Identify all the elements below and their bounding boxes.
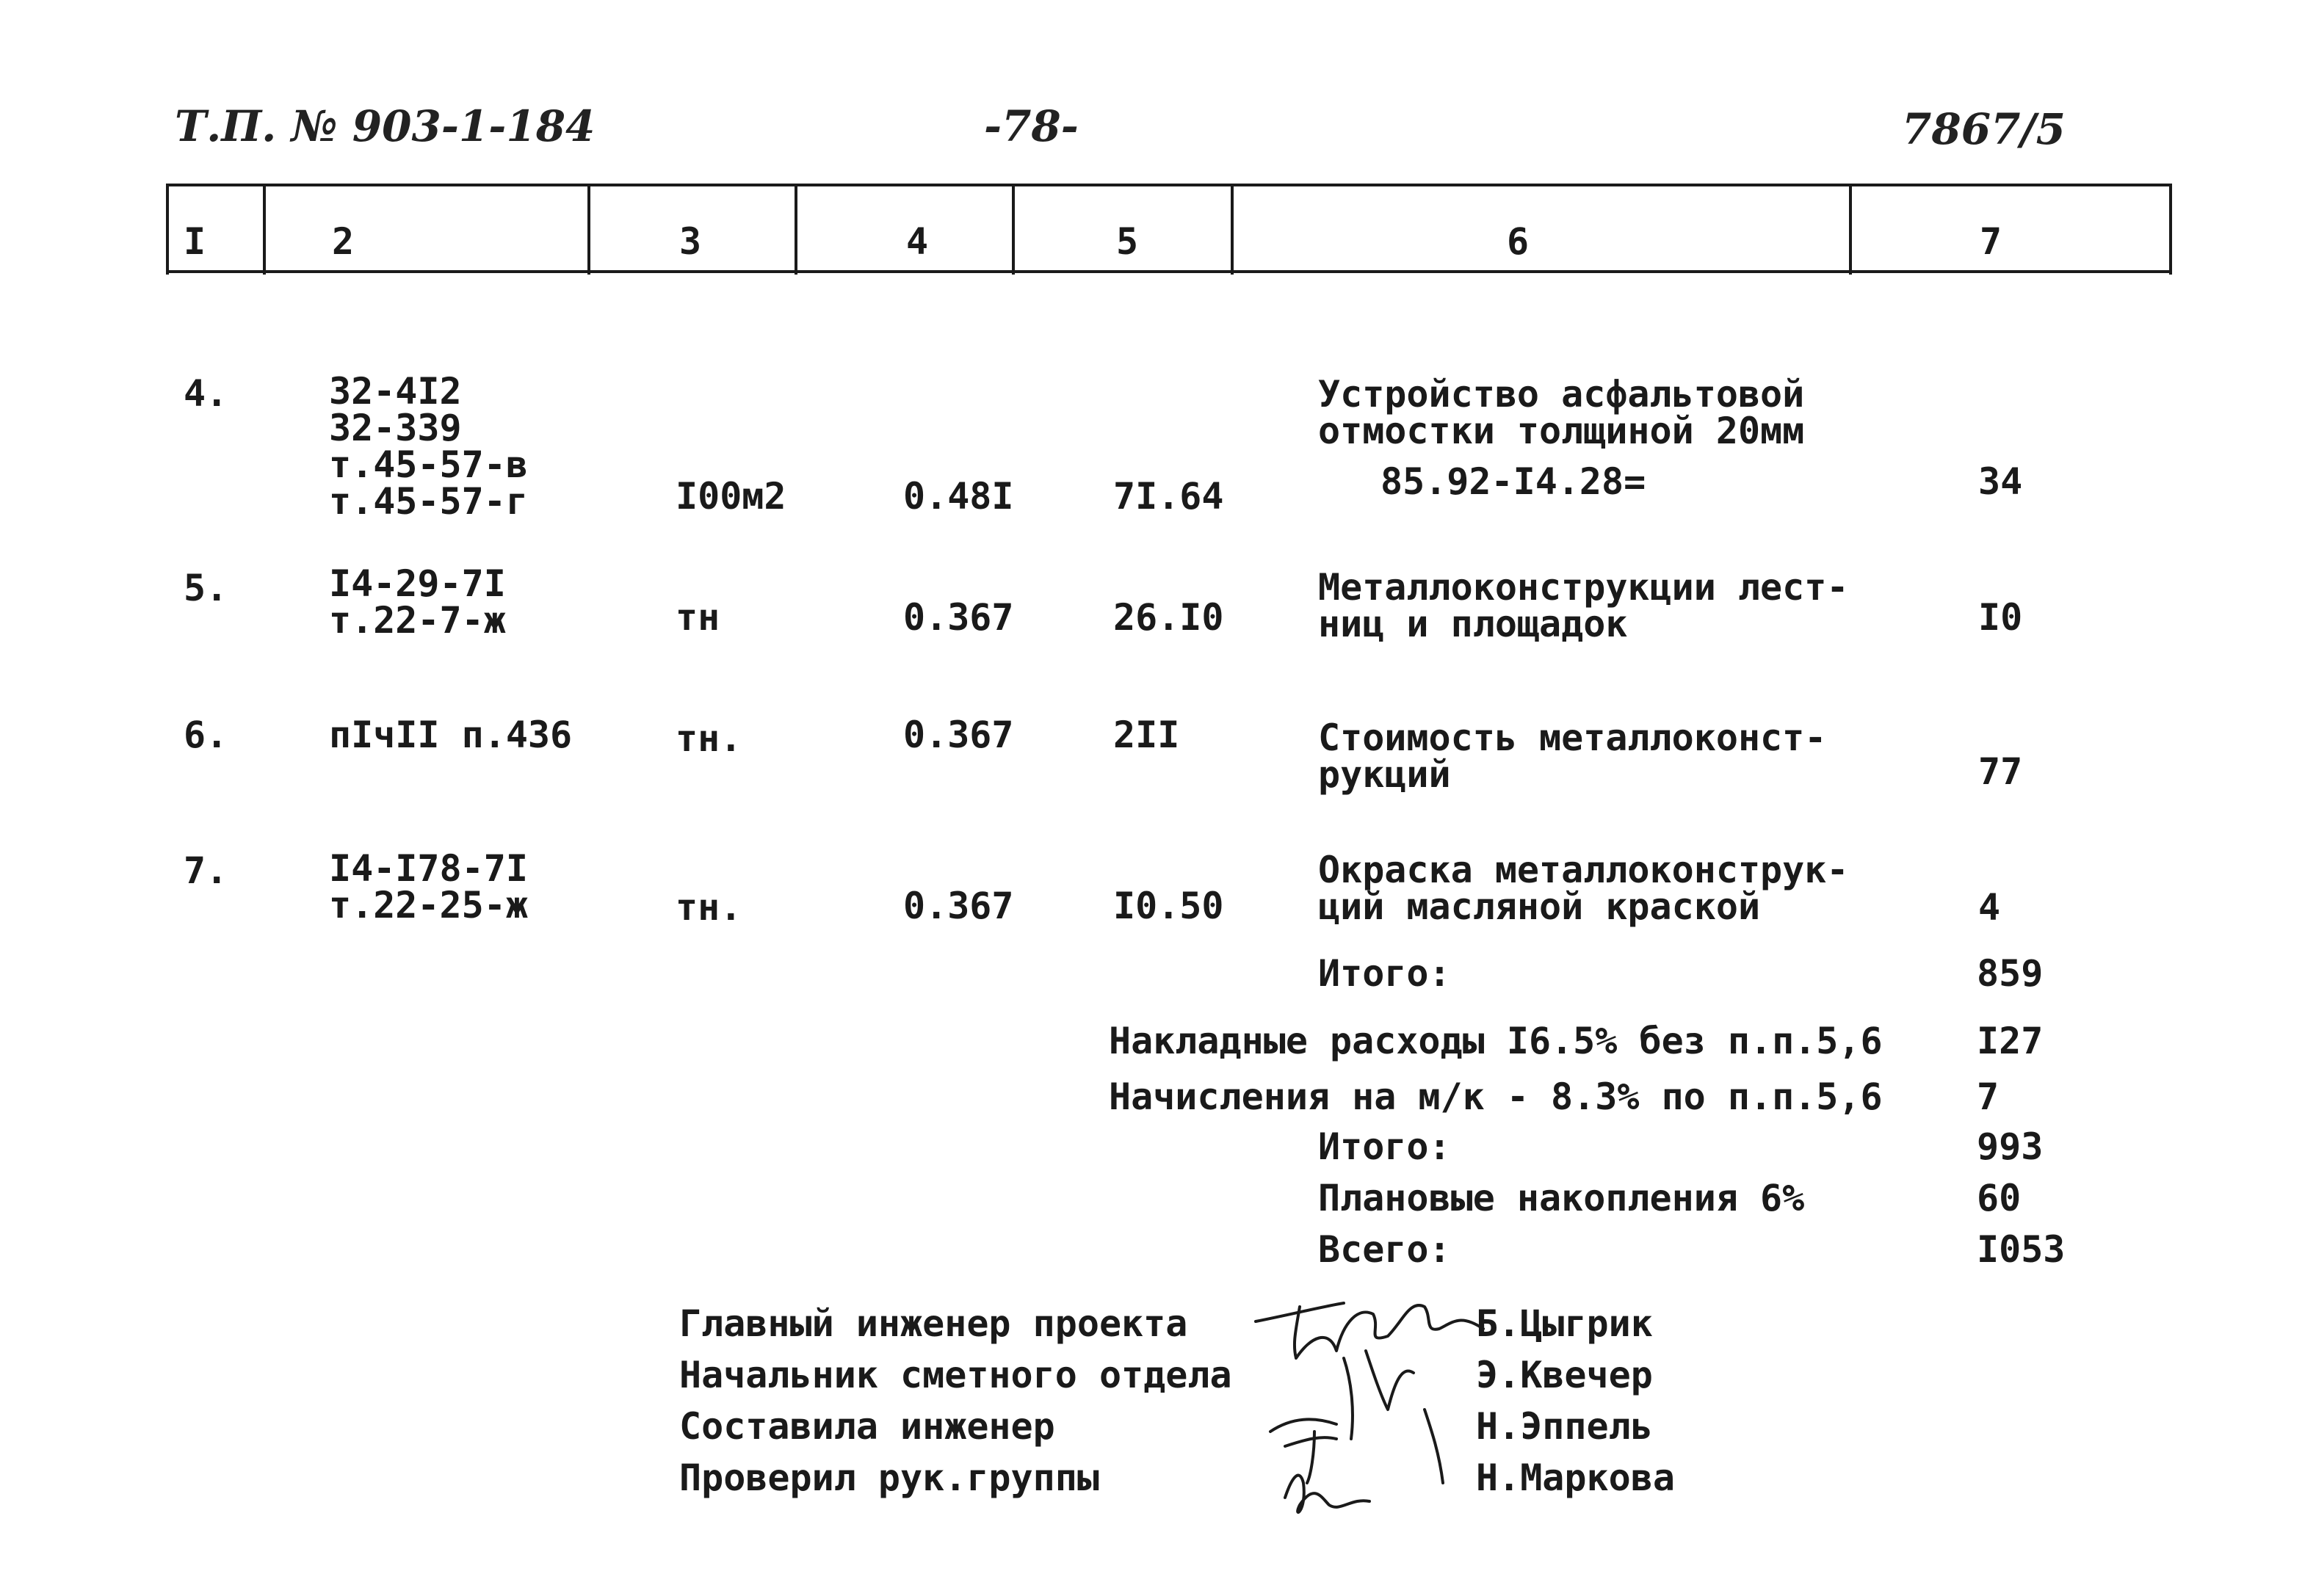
row-qty: 0.48I — [903, 475, 1014, 518]
summary-label: Накладные расходы I6.5% без п.п.5,6 — [1109, 1020, 1883, 1062]
doc-number: Т.П. № 903-1-184 — [175, 101, 596, 151]
row-price: 26.I0 — [1113, 596, 1224, 639]
col-divider — [587, 184, 590, 275]
summary-value: 859 — [1977, 952, 2044, 995]
description-line: отмостки толщиной 20мм — [1318, 410, 1805, 452]
row-price: 7I.64 — [1113, 475, 1224, 518]
handwritten-signatures — [1241, 1263, 1491, 1527]
code-line: т.22-7-ж — [329, 599, 506, 642]
page-number: -78- — [984, 101, 1079, 151]
row-unit: тн — [676, 596, 720, 639]
code-line: 32-4I2 — [329, 370, 462, 413]
row-description — [1318, 717, 1827, 796]
archive-number: 7867/5 — [1902, 104, 2066, 154]
code-line: т.45-57-в — [329, 443, 528, 486]
summary-label: Итого: — [1318, 952, 1451, 995]
table-top-line — [167, 184, 2172, 186]
description-line: Металлоконструкции лест- — [1318, 566, 1849, 609]
code-line: т.45-57-г — [329, 480, 528, 523]
table-bottom-line — [167, 270, 2172, 273]
signature-name: Н.Маркова — [1476, 1457, 1675, 1499]
description-line: рукций — [1318, 753, 1451, 796]
row-qty: 0.367 — [903, 596, 1014, 639]
row-total: 34 — [1978, 460, 2023, 503]
signature-title: Проверил рук.группы — [679, 1457, 1099, 1499]
row-description — [1318, 849, 1849, 928]
row-description — [1318, 373, 1805, 452]
summary-value: 60 — [1977, 1177, 2022, 1219]
description-line: ниц и площадок — [1318, 603, 1628, 645]
col-divider — [795, 184, 797, 275]
summary-value: 7 — [1977, 1076, 2000, 1118]
row-note: 85.92-I4.28= — [1380, 460, 1646, 503]
signature-name: Б.Цыгрик — [1476, 1302, 1653, 1345]
row-codes — [329, 370, 528, 523]
summary-label: Итого: — [1318, 1125, 1451, 1168]
col-divider — [1231, 184, 1234, 275]
signature-name: Н.Эппель — [1476, 1405, 1653, 1448]
summary-label: Плановые накопления 6% — [1318, 1177, 1805, 1219]
signature-stroke — [1425, 1410, 1443, 1483]
row-qty: 0.367 — [903, 885, 1014, 927]
code-line: пIчII п.436 — [329, 714, 573, 756]
row-codes — [329, 716, 572, 754]
col-divider — [2169, 184, 2172, 275]
code-line: 32-339 — [329, 407, 462, 449]
code-line: I4-I78-7I — [329, 847, 528, 890]
col-header-1: I — [184, 220, 206, 263]
row-unit: тн. — [676, 717, 742, 760]
row-unit: I00м2 — [676, 475, 786, 518]
description-line: Окраска металлоконструк- — [1318, 849, 1849, 891]
col-header-5: 5 — [1116, 220, 1139, 263]
signature-stroke — [1285, 1476, 1369, 1512]
description-line: Стоимость металлоконст- — [1318, 717, 1827, 759]
row-description — [1318, 566, 1849, 645]
signature-stroke — [1344, 1351, 1414, 1439]
signature-title: Главный инженер проекта — [679, 1302, 1188, 1345]
col-header-2: 2 — [332, 220, 355, 263]
signature-stroke — [1256, 1303, 1483, 1358]
row-price: I0.50 — [1113, 885, 1224, 927]
summary-value: I053 — [1977, 1228, 2066, 1271]
row-unit: тн. — [676, 886, 742, 929]
col-header-4: 4 — [906, 220, 929, 263]
signature-title: Начальник сметного отдела — [679, 1354, 1232, 1396]
signature-title: Составила инженер — [679, 1405, 1055, 1448]
signature-names — [1476, 1298, 1675, 1503]
signature-name: Э.Квечер — [1476, 1354, 1653, 1396]
description-line: ций масляной краской — [1318, 885, 1761, 928]
col-divider — [1012, 184, 1015, 275]
signature-titles — [679, 1298, 1232, 1503]
signature-stroke — [1270, 1419, 1336, 1483]
row-number: 5. — [184, 567, 228, 609]
col-header-3: 3 — [679, 220, 702, 263]
row-codes — [329, 847, 528, 926]
row-number: 4. — [184, 372, 228, 415]
row-codes — [329, 562, 506, 642]
row-qty: 0.367 — [903, 714, 1014, 756]
row-total: 77 — [1978, 750, 2023, 793]
col-divider — [166, 184, 169, 275]
summary-value: I27 — [1977, 1020, 2044, 1062]
col-header-6: 6 — [1507, 220, 1530, 263]
row-total: 4 — [1978, 886, 2001, 929]
summary-label: Начисления на м/к - 8.3% по п.п.5,6 — [1109, 1076, 1883, 1118]
description-line: Устройство асфальтовой — [1318, 373, 1805, 416]
row-price: 2II — [1113, 714, 1180, 756]
row-total: I0 — [1978, 596, 2023, 639]
code-line: т.22-25-ж — [329, 884, 528, 926]
code-line: I4-29-7I — [329, 562, 506, 605]
col-divider — [1849, 184, 1852, 275]
col-header-7: 7 — [1980, 220, 2002, 263]
summary-label: Всего: — [1318, 1228, 1451, 1271]
row-number: 7. — [184, 849, 228, 892]
row-number: 6. — [184, 714, 228, 756]
col-divider — [263, 184, 266, 275]
summary-value: 993 — [1977, 1125, 2044, 1168]
